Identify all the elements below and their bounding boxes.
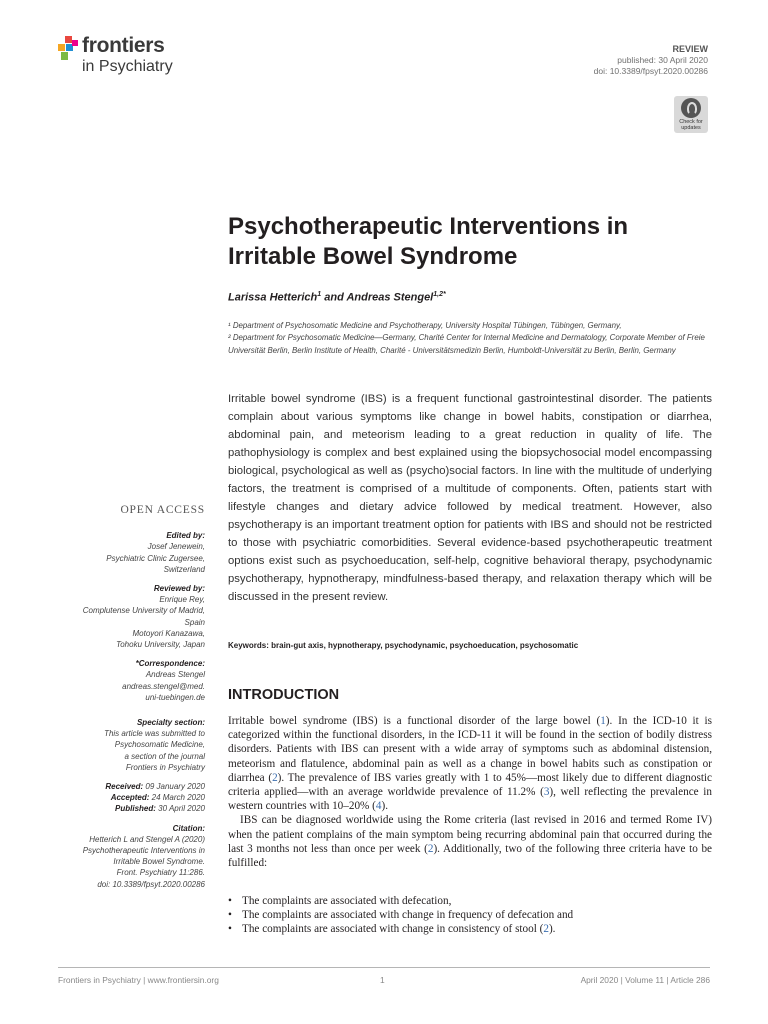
article-type: REVIEW <box>672 44 708 54</box>
journal-name-line2: in Psychiatry <box>82 58 173 75</box>
article-meta-header <box>594 44 708 77</box>
reference-link[interactable]: 2 <box>543 923 549 936</box>
reviewer-line: Complutense University of Madrid, <box>82 606 205 616</box>
bookmark-icon <box>681 98 701 118</box>
correspondence-email[interactable]: andreas.stengel@med. <box>122 681 205 691</box>
author-affil-sup: 1,2* <box>433 291 446 298</box>
reviewer-line: Spain <box>184 617 205 627</box>
author-conjunction: and <box>321 291 347 304</box>
journal-logo <box>58 34 198 84</box>
specialty-line: This article was submitted to <box>104 729 205 739</box>
introduction-body <box>228 714 712 870</box>
article-title: Psychotherapeutic Interventions in Irritable Bowel Syndrome <box>228 213 629 270</box>
published-date: published: 30 April 2020 <box>617 55 708 65</box>
published-date-sidebar: Published: 30 April 2020 <box>115 804 205 814</box>
page-number: 1 <box>380 975 385 985</box>
check-for-updates-button[interactable] <box>674 96 708 133</box>
citation-label: Citation: <box>172 823 205 833</box>
editor-line: Switzerland <box>163 564 205 574</box>
edited-by-label: Edited by: <box>166 531 205 541</box>
reference-link[interactable]: 3 <box>543 786 550 799</box>
editor-line: Josef Jenewein, <box>147 542 205 552</box>
reviewer-line: Enrique Rey, <box>159 595 205 605</box>
author-name[interactable]: Andreas Stengel <box>346 291 434 304</box>
reference-link[interactable]: 4 <box>375 800 382 813</box>
keywords: Keywords: brain-gut axis, hypnotherapy, psychodynamic, psychoeducation, psychosomatic <box>228 641 579 650</box>
paragraph: IBS can be diagnosed worldwide using the Rome criteria (last revised in 2016 and termed Rome IV) when the patient complains of the main symptom being recurring abdominal pain that occurred during the last 3 months not less than once per week (2). Additionally, two of the following three criteria have to be fulfilled: <box>228 814 712 870</box>
article-dates <box>55 781 205 815</box>
footer-divider <box>58 967 710 968</box>
correspondence-label: *Correspondence: <box>135 659 205 669</box>
affiliations <box>228 320 718 357</box>
reviewed-by-label: Reviewed by: <box>153 584 205 594</box>
reference-link[interactable]: 1 <box>600 715 606 727</box>
footer-issue-info: April 2020 | Volume 11 | Article 286 <box>580 975 710 985</box>
citation-line: Front. Psychiatry 11:286. <box>116 868 205 878</box>
reference-link[interactable]: 2 <box>427 842 434 855</box>
affiliation: ² Department for Psychosomatic Medicine—Germany, Charité Center for Internal Medicine and Dermatology, Corporate Member of Freie Universität Berlin, Berlin Institute of Health, Charité - Universitätsmedizin Berlin, Humboldt-Universität zu Berlin, Berlin, Germany <box>228 333 705 355</box>
article-doi[interactable]: doi: 10.3389/fpsyt.2020.00286 <box>593 66 708 76</box>
list-item: • The complaints are associated with change in consistency of stool (2). <box>228 922 712 936</box>
list-item: • The complaints are associated with defecation, <box>228 894 712 908</box>
abstract: Irritable bowel syndrome (IBS) is a frequent functional gastrointestinal disorder. The patients complain about various symptoms like change in bowel habits, constipation or diarrhea, abdominal pain, and meteorism leading to a great reduction in quality of life. The pathophysiology is complex and best explained using the biopsychosocial model encompassing biological, psychological as well as (psycho)social factors. In line with the multitude of underlying factors, the treatment is comprised of a multitude of components. Often, patients start with lifestyle changes and dietary advice followed by medical treatment. However, also psychotherapy is an important treatment option for patients with IBS and should not be restricted to those with psychiatric comorbidities. Several evidence-based psychotherapeutic treatment options exist such as psychoeducation, self-help, cognitive behavioral therapy, psychodynamic psychotherapy, hypnotherapy, mindfulness-based therapy, and relaxation therapy which will be discussed in the present review. <box>228 393 712 603</box>
reference-link[interactable]: 2 <box>272 771 278 784</box>
check-updates-label: Check for updates <box>679 119 703 131</box>
criteria-list <box>228 894 712 937</box>
specialty-line: Frontiers in Psychiatry <box>125 762 205 772</box>
journal-name-line1: frontiers <box>82 34 165 57</box>
reviewer-line: Motoyori Kanazawa, <box>132 628 205 638</box>
author-list <box>228 291 446 304</box>
citation-line: Hetterich L and Stengel A (2020) <box>89 834 205 844</box>
received-date: Received: 09 January 2020 <box>105 782 205 792</box>
reviewer-line: Tohoku University, Japan <box>116 640 205 650</box>
correspondence-email[interactable]: uni-tuebingen.de <box>145 692 205 702</box>
correspondence-line: Andreas Stengel <box>145 670 205 680</box>
specialty-line: Psychosomatic Medicine, <box>114 740 205 750</box>
frontiers-logo-icon <box>58 36 80 62</box>
article-info-sidebar <box>55 505 205 890</box>
affiliation: ¹ Department of Psychosomatic Medicine and Psychotherapy, University Hospital Tübingen, Tübingen, Germany, <box>228 321 622 330</box>
specialty-section-label: Specialty section: <box>136 718 205 728</box>
editor-line: Psychiatric Clinic Zugersee, <box>106 553 205 563</box>
citation-line: Irritable Bowel Syndrome. <box>113 857 205 867</box>
footer-journal-link[interactable]: Frontiers in Psychiatry | www.frontiersin.org <box>58 975 219 985</box>
author-name[interactable]: Larissa Hetterich <box>228 291 318 304</box>
list-item: • The complaints are associated with change in frequency of defecation and <box>228 908 712 922</box>
open-access-label: OPEN ACCESS <box>120 504 205 516</box>
section-heading-introduction: INTRODUCTION <box>228 687 340 703</box>
specialty-line: a section of the journal <box>124 751 205 761</box>
author-affil-sup: 1 <box>317 291 322 298</box>
citation-doi[interactable]: doi: 10.3389/fpsyt.2020.00286 <box>97 879 205 889</box>
accepted-date: Accepted: 24 March 2020 <box>110 793 205 803</box>
paragraph: Irritable bowel syndrome (IBS) is a functional disorder of the large bowel (1). In the ICD-10 it is categorized within the functional disorders, in the ICD-11 it will be found in the section of bodily distress disorders. Patients with IBS can present with a wide array of symptoms such as abdominal distension, meteorism and flatulence, abdominal pain as well as a change in bowel habits such as constipation or diarrhea (2). The prevalence of IBS varies greatly with 1 to 45%—most likely due to different diagnostic criteria applied—with an average worldwide prevalence of 11.2% (3), well reflecting the prevalence in western countries with 10–20% (4). <box>228 715 713 813</box>
citation-line: Psychotherapeutic Interventions in <box>82 846 205 856</box>
